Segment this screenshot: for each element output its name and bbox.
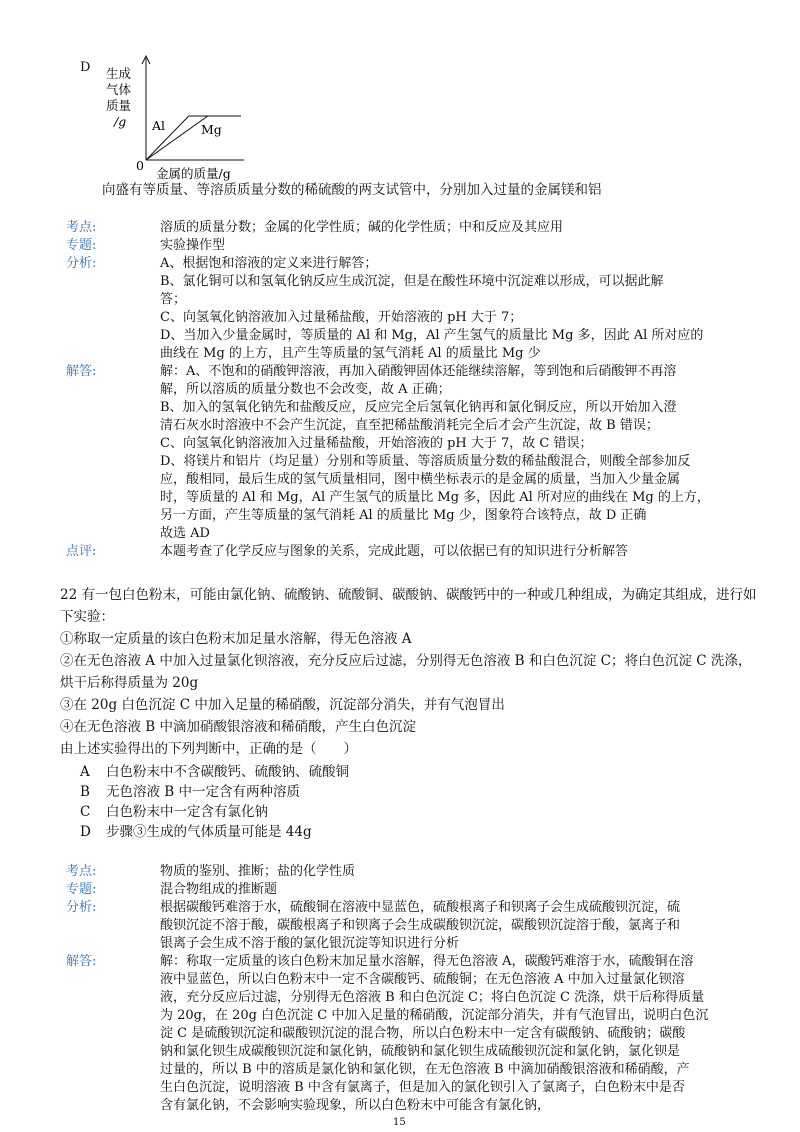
- jieda-line: B、加入的氢氧化钠先和盐酸反应，反应完全后氢氧化钠再和氯化铜反应，所以开始加入澄: [160, 400, 677, 415]
- label-jieda-2: 解答:: [66, 954, 97, 969]
- fenxi-line: 酸钡沉淀不溶于酸，碳酸根离子和钡离子会生成碳酸钡沉淀，碳酸钡沉淀溶于酸，氯离子和: [160, 918, 681, 933]
- q22-stem-line: ④在无色溶液 B 中滴加硝酸银溶液和稀硝酸，产生白色沉淀: [60, 719, 417, 735]
- q22-stem-line: 由上述实验得出的下列判断中，正确的是（ ）: [60, 741, 357, 757]
- y-label-line-3: 质量: [106, 98, 132, 113]
- jieda-line: 故选 AD: [160, 526, 210, 541]
- jieda-line: 清石灰水时溶液中不会产生沉淀，直至把稀盐酸消耗完全后才会产生沉淀，故 B 错误；: [160, 418, 659, 433]
- q22-option-a-text: 白色粉末中不含碳酸钙、硫酸钠、硫酸铜: [106, 764, 349, 780]
- kaodian-text-1: 溶质的质量分数；金属的化学性质；碱的化学性质；中和反应及其应用: [160, 220, 564, 235]
- q22-option-a-letter: A: [80, 764, 90, 780]
- gas-mass-graph: [96, 52, 256, 184]
- label-zhuanti-2: 专题:: [66, 882, 97, 897]
- q22-option-b-text: 无色溶液 B 中一定含有两种溶质: [106, 784, 301, 800]
- q22-option-d-text: 步骤③生成的气体质量可能是 44g: [106, 824, 312, 840]
- jieda-line: 解：称取一定质量的该白色粉末加足量水溶解，得无色溶液 A，碳酸钙难溶于水，硫酸铜在溶: [160, 954, 694, 969]
- prev-option-letter: D: [80, 60, 91, 75]
- q22-option-c-letter: C: [80, 804, 91, 820]
- jieda-line: 液中显蓝色，所以白色粉末中一定不含碳酸钙、硫酸铜；在无色溶液 A 中加入过量氯化钡溶: [160, 972, 685, 987]
- label-jieda-1: 解答:: [66, 364, 97, 379]
- series-label-mg: Mg: [201, 122, 222, 137]
- jieda-line: C、向氢氧化钠溶液加入过量稀盐酸，开始溶液的 pH 大于 7，故 C 错误；: [160, 436, 593, 451]
- q22-stem-line: 22 有一包白色粉末，可能由氯化钠、硫酸钠、硫酸铜、碳酸钠、碳酸钙中的一种或几种组成，为确定其组成，进行如: [60, 587, 757, 603]
- q22-stem-line: 下实验：: [60, 609, 114, 625]
- y-label-line-2: 气体: [106, 82, 132, 97]
- fenxi-line: 答；: [160, 292, 187, 307]
- page-number: 15: [393, 1117, 406, 1128]
- q22-stem-line: ③在 20g 白色沉淀 C 中加入足量的稀硝酸，沉淀部分消失，并有气泡冒出: [60, 697, 505, 713]
- zhuanti-text-2: 混合物组成的推断题: [160, 882, 278, 897]
- fenxi-line: 曲线在 Mg 的上方，且产生等质量的氢气消耗 Al 的质量比 Mg 少: [160, 346, 541, 361]
- prev-question-caption: 向盛有等质量、等溶质质量分数的稀硫酸的两支试管中，分别加入过量的金属镁和铝: [102, 182, 602, 198]
- fenxi-line: 银离子会生成不溶于酸的氯化银沉淀等知识进行分析: [160, 936, 460, 951]
- fenxi-line: C、向氢氧化钠溶液加入过量稀盐酸，开始溶液的 pH 大于 7；: [160, 310, 523, 325]
- jieda-line: 应，酸相同，最后生成的氢气质量相同，图中横坐标表示的是金属的质量，当加入少量金属: [160, 472, 681, 487]
- q22-option-d-letter: D: [80, 824, 91, 840]
- q22-stem-line: ①称取一定质量的该白色粉末加足量水溶解，得无色溶液 A: [60, 631, 412, 647]
- jieda-line: 另一方面，产生等质量的氢气消耗 Al 的质量比 Mg 少，图象符合该特点，故 D 正确: [160, 508, 647, 523]
- jieda-line: 为 20g，在 20g 白色沉淀 C 中加入足量的稀硝酸，沉淀部分消失，并有气泡冒出，说明白色沉: [160, 1008, 709, 1023]
- fenxi-line: B、氯化铜可以和氢氧化钠反应生成沉淀，但是在酸性环境中沉淀难以形成，可以据此解: [160, 274, 664, 289]
- q22-stem-line: ②在无色溶液 A 中加入过量氯化钡溶液，充分反应后过滤，分别得无色溶液 B 和白色沉淀 C；将白色沉淀 C 洗涤，: [60, 653, 752, 669]
- jieda-line: 含有氯化钠，不会影响实验现象，所以白色粉末中可能含有氯化钠，: [160, 1098, 551, 1113]
- origin-label: 0: [136, 158, 144, 173]
- dianping-text-1: 本题考查了化学反应与图象的关系，完成此题，可以依据已有的知识进行分析解答: [160, 544, 629, 559]
- jieda-line: 钠和氯化钡生成碳酸钡沉淀和氯化钠，硫酸钠和氯化钡生成硫酸钡沉淀和氯化钠，氯化钡是: [160, 1044, 681, 1059]
- zhuanti-text-1: 实验操作型: [160, 238, 226, 253]
- jieda-line: 解，所以溶质的质量分数也不会改变，故 A 正确；: [160, 382, 451, 397]
- y-label-line-1: 生成: [106, 66, 132, 81]
- fenxi-line: 根据碳酸钙难溶于水，硫酸铜在溶液中显蓝色，硫酸根离子和钡离子会生成硫酸钡沉淀，硫: [160, 900, 681, 915]
- label-kaodian-2: 考点:: [66, 864, 97, 879]
- kaodian-text-2: 物质的鉴别、推断；盐的化学性质: [160, 864, 356, 879]
- label-fenxi-1: 分析:: [66, 256, 97, 271]
- jieda-line: D、将镁片和铝片（均足量）分别和等质量、等溶质质量分数的稀盐酸混合，则酸全部参加反: [160, 454, 691, 469]
- jieda-line: 解：A、不饱和的硝酸钾溶液，再加入硝酸钾固体还能继续溶解，等到饱和后硝酸钾不再溶: [160, 364, 677, 379]
- jieda-line: 过量的，所以 B 中的溶质是氯化钠和氯化钡，在无色溶液 B 中滴加硝酸银溶液和稀硝酸，产: [160, 1062, 690, 1077]
- q22-option-b-letter: B: [80, 784, 90, 800]
- label-kaodian-1: 考点:: [66, 220, 97, 235]
- x-axis-label: 金属的质量/g: [156, 166, 231, 181]
- jieda-line: 淀 C 是硫酸钡沉淀和碳酸钡沉淀的混合物，所以白色粉末中一定含有碳酸钠、硫酸钠；碳酸: [160, 1026, 686, 1041]
- jieda-line: 生白色沉淀，说明溶液 B 中含有氯离子，但是加入的氯化钡引入了氯离子，白色粉末中是否: [160, 1080, 685, 1095]
- jieda-line: 液，充分反应后过滤，分别得无色溶液 B 和白色沉淀 C；将白色沉淀 C 洗涤，烘干后称得质量: [160, 990, 705, 1005]
- fenxi-line: A、根据饱和溶液的定义来进行解答；: [160, 256, 378, 271]
- q22-option-c-text: 白色粉末中一定含有氯化钠: [106, 804, 268, 820]
- jieda-line: 时，等质量的 Al 和 Mg，Al 产生氢气的质量比 Mg 多，因此 Al 所对应的曲线在 Mg 的上方，: [160, 490, 710, 505]
- q22-stem-line: 烘干后称得质量为 20g: [60, 675, 199, 691]
- label-zhuanti-1: 专题:: [66, 238, 97, 253]
- label-dianping-1: 点评:: [66, 544, 97, 559]
- fenxi-line: D、当加入少量金属时，等质量的 Al 和 Mg，Al 产生氢气的质量比 Mg 多，因此 Al 所对应的: [160, 328, 704, 343]
- series-label-al: Al: [152, 118, 166, 133]
- label-fenxi-2: 分析:: [66, 900, 97, 915]
- y-label-line-4: /g: [114, 114, 127, 129]
